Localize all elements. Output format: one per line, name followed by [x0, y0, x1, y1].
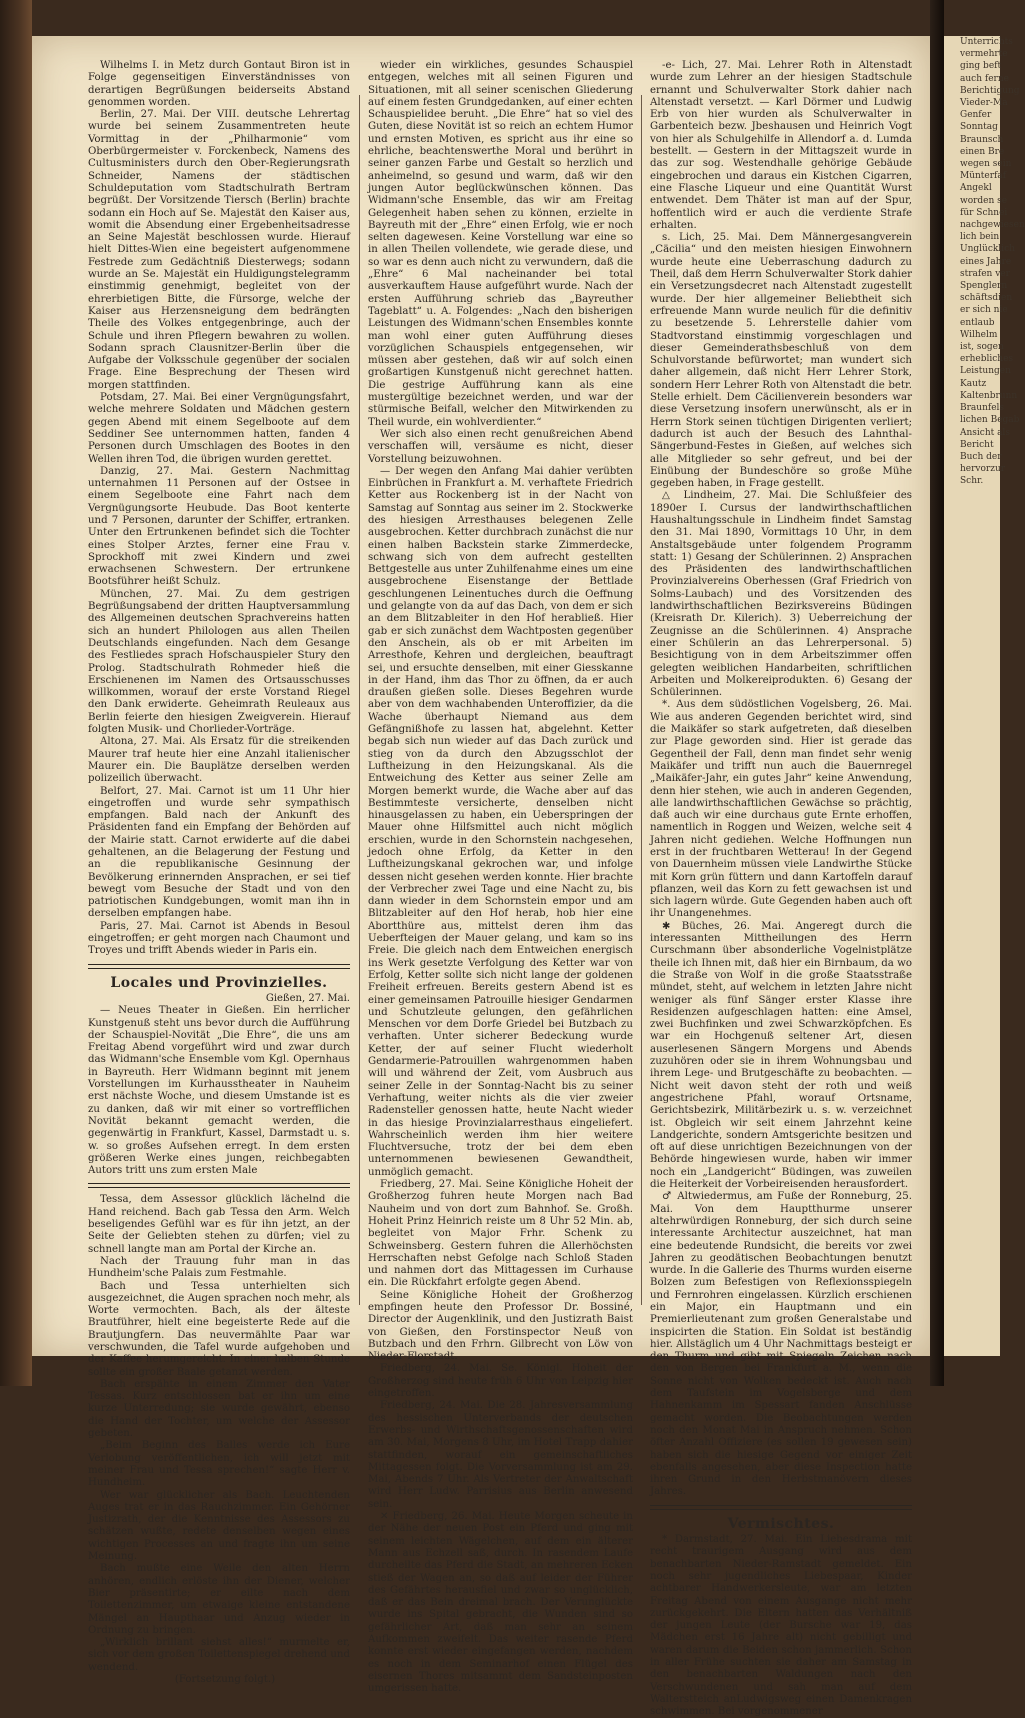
column-1 — [88, 60, 350, 1685]
next-page-line: schäftsdien — [960, 293, 1013, 304]
article-paragraph: *. Aus dem südöstlichen Vogelsberg, 26. Mai. Wie aus anderen Gegenden berichtet wird, sind die Maikäfer so stark aufgetreten, daß dieselben zur Plage geworden sind. Hier ist gerade das Gegentheil der Fall, denn man findet sehr wenig Maikäfer und trifft nun auch die Bauernregel „Maikäfer-Jahr, ein gutes Jahr“ keine Anwendung, denn hier stehen, wie auch in anderen Gegenden, alle landwirthschaftlichen Gewächse so prächtig, daß auch wir eine durchaus gute Ernte erhoffen, namentlich in Roggen und Weizen, welche seit 4 Jahren nicht gediehen. Welche Hoffnungen nun erst in der fruchtbaren Wetterau! In der Gegend von Dauernheim müssen viele Landwirthe Stücke mit Korn grün füttern und dann Kartoffeln darauf pflanzen, weil das Korn zu fett gewachsen ist und sich lagern würde. Gute Gegenden haben auch oft ihr Unangenehmes. — [650, 699, 912, 920]
feuilleton-rule — [88, 1183, 350, 1188]
section-rule-vermischtes — [650, 1505, 912, 1510]
column-rule-1 — [359, 95, 360, 1305]
article-paragraph: s. Lich, 25. Mai. Dem Männergesangverein „Cäcilia“ und den meisten hiesigen Einwohnern wurde heute eine Ueberraschung dadurch zu Theil, daß dem Herrn Schulverwalter Stork dahier ein Versetzungsdecret nach Altenstadt zugestellt wurde. Der hier allgemeiner Beliebtheit sich erfreuende Mann wurde neulich für die definitiv zu besetzende 5. Lehrerstelle dahier vom Stadtvorstand einstimmig vorgeschlagen und dieser Gemeinderathsbeschluß von dem Schulvorstande befürwortet; man wundert sich daher allgemein, daß nicht Herr Lehrer Stork, sondern Herr Lehrer Roth von Altenstadt die betr. Stelle erhielt. Dem Cäcilienverein besonders war diese Versetzung insofern unerwünscht, als er in Herrn Stork seinen tüchtigen Dirigenten verliert; dadurch ist auch der Besuch des Lahnthal-Sängerbund-Festes in Gießen, auf welches sich alle Mitglieder so sehr gefreut, und bei der Einübung der Bundeschöre so große Mühe gegeben haben, in Frage gestellt. — [650, 232, 912, 490]
next-page-line: entlaub — [960, 317, 995, 328]
article-paragraph: Wer sich also einen recht genußreichen Abend verschaffen will, versäume es nicht, dieser Vorstellung beizuwohnen. — [368, 428, 633, 465]
column-2 — [368, 60, 633, 1695]
next-page-line: ging beft — [960, 61, 1002, 72]
next-page-line: Bericht — [960, 439, 994, 450]
book-binding — [0, 0, 32, 1386]
next-page-line: Kaltenbrunn — [960, 390, 1018, 401]
next-page-line: Ansicht als — [960, 427, 1010, 438]
next-page-line: einen Bre — [960, 146, 1005, 157]
next-page-line: für Schnei — [960, 207, 1008, 218]
next-page-line: lichen Begab — [960, 415, 1020, 426]
article-paragraph: — Neues Theater in Gießen. Ein herrlicher Kunstgenuß steht uns bevor durch die Aufführung der Schauspiel-Novität „Die Ehre“, die uns am Freitag Abend vorgeführt wird und zwar durch das Widmann'sche Ensemble vom Kgl. Opernhaus in Bayreuth. Herr Widmann beginnt mit jenem Vorstellungen im Kurhausstheater in Nauheim erst nächste Woche, und diesem Umstande ist es zu danken, daß wir mit einer so vortrefflichen Novität bekannt gemacht werden, die gegenwärtig in Frankfurt, Kassel, Darmstadt u. s. w. so großes Aufsehen erregt. In dem ersten größeren Werke eines jungen, reichbegabten Autors tritt uns zum ersten Male — [88, 1005, 350, 1177]
article-paragraph: -e- Lich, 27. Mai. Lehrer Roth in Altenstadt wurde zum Lehrer an der hiesigen Stadtschule ernannt und Schulverwalter Stork dahier nach Altenstadt versetzt. — Karl Dörmer und Ludwig Erb von hier wurden als Schulverwalter in Garbenteich bezw. Jbeshausen und Heinrich Vogt von hier als Schulgehilfe in Allendorf a. d. Lumda bestellt. — Gestern in der Mittagszeit wurde in das zur sog. Westendhalle gehörige Gebäude eingebrochen und daraus ein Kistchen Cigarren, eine Flasche Liqueur und eine Quantität Wurst entwendet. Dem Thäter ist man auf der Spur, hoffentlich wird er auch die verdiente Strafe erhalten. — [650, 60, 912, 231]
article-paragraph: Seine Königliche Hoheit der Großherzog empfingen heute den Professor Dr. Bossiné, Director der Augenklinik, und den Justizrath Baist von Gießen, den Forstinspector Neuß von Butzbach und den Frhrn. Gilbrecht von Löw von Nieder-Florstadt. — [368, 1289, 633, 1363]
article-paragraph: Potsdam, 27. Mai. Bei einer Vergnügungsfahrt, welche mehrere Soldaten und Mädchen gestern gegen Abend mit einem Segelboote auf dem Seddiner See unternommen hatten, fanden 4 Personen durch Umschlagen des Bootes in den Wellen ihren Tod, die übrigen wurden gerettet. — [88, 392, 350, 465]
next-page-line: Braunfels — [960, 403, 1005, 414]
section-title-vermischtes: Vermischtes. — [727, 1515, 835, 1532]
column-3-articles — [650, 60, 912, 1499]
next-page-line: worden se — [960, 195, 1008, 206]
next-page-line: Braunsch — [960, 134, 1004, 145]
next-page-line: eines Jahre — [960, 256, 1012, 267]
next-page-line: nachgewiesen — [960, 220, 1025, 231]
page-gutter — [930, 0, 944, 1386]
article-paragraph: ✱ Büches, 26. Mai. Angeregt durch die interessanten Mittheilungen des Herrn Curschmann über absonderliche Vogelnistplätze theile ich Ihnen mit, daß hier ein Birnbaum, da wo die Straße von Wolf in die große Staatsstraße mündet, steht, auf welchem in letzten Jahre nicht weniger als fünf Sänger erster Klasse ihre Residenzen aufgeschlagen hatten: eine Amsel, zwei Buchfinken und zwei Schwarzköpfchen. Es war ein Hochgenuß seltener Art, diesen auserlesenen Sängern Morgens und Abends zuzuhören oder sie in ihrem Wohnungsbau und ihrem Lege- und Brutgeschäfte zu beobachten. — Nicht weit davon steht der roth und weiß angestrichene Pfahl, worauf Ortsname, Gerichtsbezirk, Militärbezirk u. s. w. verzeichnet ist. Obgleich wir seit einem Jahrzehnt keine Landgerichte, sondern Amtsgerichte besitzen und oft auf diese unrichtigen Bezeichnungen von der Behörde hingewiesen wurde, haben wir immer noch ein „Landgericht“ Büdingen, was zuweilen die Heiterkeit der Vorbeireisenden herausfordert. — [650, 920, 912, 1191]
next-page-line: Wilhelm — [960, 329, 998, 340]
article-paragraph: * Darmstadt, 27. Mai. Ein Liebesdrama mit recht traurigem Ausgang wird aus dem benachbarten Nieder-Ramstadt gemeldet. Ein noch sehr jugendliches Liebespaar, Kinder achtbarer Handwerkersleute, war am letzten Freitag Abend von einem Ausgange nicht mehr zurückgekehrt. Die Eltern hatten das Verhältniß der jungen Leute (der Bursche war 19, das Mädchen erst 16 Jahre alt) nicht gebilligt und waren darum die Beiden schon jammerlich. Schon in aller Frühe suchten sie daher am Samstag in den benachbarten Waldungen nach den Verschwundenen und sah man auf dem Walterstteich anLudwigsweg einen Damenkragen schwimmen. Bei vorgenommener — [650, 1534, 912, 1718]
next-page-line: ist, sogen — [960, 342, 1004, 353]
article-paragraph: Wilhelms I. in Metz durch Gontaut Biron ist in Folge gegenseitigen Einverständnisses von derartigen Begrüßungen beiderseits Abstand genommen worden. — [88, 60, 350, 108]
next-page-line: strafen ver — [960, 268, 1010, 279]
story-paragraph: Bach erspähte in einem Zimmer den Vater Tessas. Kurz entschlossen bat er ihn um eine kurze Unterredung; sie wurde gewährt, ebenso die Hand der Tochter, um welche der Assessor gebeten. — [88, 1378, 350, 1440]
article-paragraph: △ Lindheim, 27. Mai. Die Schlußfeier des 1890er I. Cursus der landwirthschaftlichen Haushaltungsschule in Lindheim findet Samstag den 31. Mai 1890, Vormittags 10 Uhr, in dem Anstaltsgebäude unter folgendem Programm statt: 1) Gesang der Schülerinnen. 2) Ansprachen des Präsidenten des landwirthschaftlichen Provinzialvereins Oberhessen (Graf Friedrich von Solms-Laubach) und des Vorsitzenden des landwirthschaftlichen Bezirksvereins Büdingen (Kreisrath Dr. Kilerich). 3) Ueberreichung der Zeugnisse an die Schülerinnen. 4) Ansprache einer Schülerin an das Lehrerpersonal. 5) Besichtigung von in dem Arbeitszimmer offen gelegten weiblichen Handarbeiten, schriftlichen Arbeiten und Molkereiprodukten. 6) Gesang der Schülerinnen. — [650, 490, 912, 699]
next-page-line: Spenglern — [960, 281, 1008, 292]
next-page-line: auch ferne — [960, 73, 1009, 84]
article-paragraph: Berlin, 27. Mai. Der VIII. deutsche Lehrertag wurde bei seinem Zusammentreten heute Vormittag in der „Philharmonie“ vom Oberbürgermeister v. Forckenbeck, Namens des Cultusministers durch den Ober-Regierungsrath Schneider, Namens der städtischen Schuldeputation vom Stadtschulrath Bertram begrüßt. Der Vorsitzende Tiersch (Berlin) brachte sodann ein Hoch auf Se. Majestät den Kaiser aus, womit die Absendung einer Ergebenheitsadresse an Seine Majestät beschlossen wurde. Hierauf hielt Dittes-Wien eine begeistert aufgenommene Festrede zum Gedächtniß Diesterwegs; sodann wurde an Se. Majestät ein Huldigungstelegramm einstimmig genehmigt, begleitet von der ehrerbietigen Bitte, die Fürsorge, welche der Kaiser aus Herzensneigung dem bedrängten Theile des Volkes entgegenbringe, auch der Schule und ihren Pflegern bewahren zu wollen. Sodann sprach Clausnitzer-Berlin über die Aufgabe der Volksschule gegenüber der socialen Frage. Eine Besprechung der Thesen wird morgen stattfinden. — [88, 109, 350, 391]
column-1-articles — [88, 60, 350, 958]
next-page-line: erhebliches — [960, 354, 1014, 365]
article-paragraph: ♂ Altwiedermus, am Fuße der Ronneburg, 25. Mai. Von dem Hauptthurme unserer altehrwürdigen Ronneburg, der sich durch seine interessante Architectur auszeichnet, hat man eine bedeutende Rundsicht, die bereits vor zwei Jahren zu geodätischen Beobachtungen benutzt wurde. In die Gallerie des Thurms wurden eiserne Bolzen zum Befestigen von Reflexionsspiegeln und Fernrohren eingelassen. Kürzlich erschienen ein Major, ein Hauptmann und ein Premierlieutenant zum großen Generalstabe und inspicirten die Station. Ein Soldat ist beständig hier. Allstäglich um 4 Uhr Nachmittags besteigt er den Thurm und gibt mit Spiegeln Zeichen nach den von Bergen bei Frankfurt a. M., wenn die Sonne nicht von Wolken bedeckt ist. Auch nach dem Taufstein im Vogelsberge und dem Hahnenkamm im Spessart fanden Anschlüsse gemacht worden. Die Beobachtungen werden noch den Monat Mai in Anspruch nehmen. Schon öfter Anzahl Offiziere (es sollen 19 gewesen sein) haben sich die hiesige Gegend vor einiger Zeit ebenfalls angesehen, aber diese Inspection hatte ihren Grund in den Herbstmanövern dieses Jahres. — [650, 1191, 912, 1498]
next-page-line: Münterfaf — [960, 171, 1007, 182]
next-page-line: Unterrichts — [960, 37, 1013, 47]
article-paragraph: — Der wegen den Anfang Mai dahier verübten Einbrüchen in Frankfurt a. M. verhaftete Friedrich Ketter aus Rockenberg ist in der Nacht von Samstag auf Sonntag aus seiner im 2. Stockwerke des hiesigen Arresthauses belegenen Zelle ausgebrochen. Ketter durchbrach zunächst die nur einen halben Backstein starke Zimmerdecke, schwang sich von dem aufrecht gestellten Bettgestelle aus unter Zuhilfenahme eines um eine ausgebrochene Eisenstange der Bettlade geschlungenen Leinentuches durch die Oeffnung und gelangte von da auf das Dach, von dem er sich an dem Blitzableiter in den Hof herabließ. Hier gab er sich zunächst dem Wachtposten gegenüber den Anschein, als ob er mit Arbeiten im Arresthofe, Kehren und dergleichen, beauftragt sei, und ersuchte denselben, mit einer Giesskanne in der Hand, ihm das Thor zu öffnen, da er auch draußen gießen solle. Dieses Begehren wurde aber von dem wachhabenden Unteroffizier, da die Wache überhaupt Niemand aus dem Gefängnißhofe zu lassen hat, abgelehnt. Ketter begab sich nun wieder auf das Dach zurück und stieg von da durch den Abzugsschlot der Luftheizung in den Heizungskanal. Als die Entweichung des Ketter aus seiner Zelle am Morgen bemerkt wurde, die Wache aber auf das Bestimmteste versicherte, denselben nicht hinausgelassen zu haben, ein Ueberspringen der Mauer ohne Hilfsmittel auch nicht möglich erschien, wurde in den Schornstein nachgesehen, jedoch ohne Erfolg, da Ketter in den Luftheizungskanal gekrochen war, und infolge dessen nicht gesehen werden konnte. Hier brachte der Verbrecher zwei Tage und eine Nacht zu, bis dann wieder in dem Schornstein empor und am Blitzableiter auf den Hof herab, hob hier eine Abortthüre aus, mittelst deren ihm das Ueberfteigen der Mauer gelang, und kam so ins Freie. Die gleich nach dem Entweichen energisch ins Werk gesetzte Verfolgung des Ketter war von Erfolg, Ketter sollte sich nicht lange der goldenen Freiheit erfreuen. Bereits gestern Abend ist es einer gemeinsamen Patrouille hiesiger Gendarmen und Schutzleute gelungen, den gefährlichen Menschen vor dem Dorfe Griedel bei Butzbach zu verhaften. Unter sicherer Bedeckung wurde Ketter, der auf seiner Flucht wiederholt Gendarmerie-Patrouillen wahrgenommen haben will und während der Zeit, vom Ausbruch aus seiner Zelle in der Sonntag-Nacht bis zu seiner Verhaftung, weiter nichts als die vier zweier Radensteller genossen hatte, heute Nacht wieder in das hiesige Provinzialarresthaus eingeliefert. Wahrscheinlich werden ihm hier weitere Fluchtversuche, trotz der bei dem eben unternommenen bewiesenen Gewandtheit, unmöglich gemacht. — [368, 465, 633, 1178]
story-paragraph: „Beim Beginn des Balles werde ich Eure Verlobung veröffentlichen, ich will jetzt mit meiner Frau und Tessa sprechen!“ sagte Herr v. Hundheim. — [88, 1440, 350, 1489]
next-page-line: hervorzur — [960, 464, 1006, 475]
continued-note: (Fortsetzung folgt.) — [174, 1674, 276, 1685]
next-page-line: Berichtigung — [960, 85, 1020, 96]
article-paragraph: Friedberg, 24. Mai. Die 28. Jahresversammlung des hessischen Unterverbands der deutschen Erwerbs- und Wirthschaftsgenossenschaften wird am 30. Mai, Morgens 8 Uhr, im Hotel Trapp dahier stattfinden, worauf ein gemeinschaftliches Mittagessen folgt. Die Vorversammlung ist am 29. Mai, Abends 7 Uhr. Als Vertreter der Anwaltschaft wird Herr Ludw. Parrisius aus Berlin anwesend sein. — [368, 1400, 633, 1510]
next-page-line: Angekl — [960, 183, 992, 194]
next-page-line: Kautz — [960, 378, 987, 389]
column-rule-2 — [641, 95, 642, 1305]
story-paragraph: Nach der Trauung fuhr man in das Hundheim'sche Palais zum Festmahle. — [88, 1255, 350, 1280]
next-page-line: Sonntag — [960, 122, 998, 133]
next-page-fragments — [944, 36, 1025, 488]
article-paragraph: Friedberg, 27. Mai. Seine Königliche Hoheit der Großherzog fuhren heute Morgen nach Bad Nauheim und von dort zum Bahnhof. Se. Großh. Hoheit Prinz Heinrich reiste um 8 Uhr 52 Min. ab, begleitet von Major Frhr. Schenk zu Schweinsberg. Gestern fuhren die Allerhöchsten Herrschaften nebst Gefolge nach Schloß Staden und nahmen dort das Mittagessen im Curhause ein. Die Rückfahrt erfolgte gegen Abend. — [368, 1179, 633, 1289]
next-page-line: vermehrte — [960, 49, 1008, 60]
story-paragraph: Tessa, dem Assessor glücklich lächelnd die Hand reichend. Bach gab Tessa den Arm. Welch beseligendes Gefühl war es für ihn jetzt, an der Seite der Geliebten stehen zu dürfen; viel zu schnell langte man am Portal der Kirche an. — [88, 1194, 350, 1255]
column-3 — [650, 60, 912, 1718]
article-paragraph: Paris, 27. Mai. Carnot ist Abends in Besoul eingetroffen; er geht morgen nach Chaumont und Troyes und trifft Abends wieder in Paris ein. — [88, 920, 350, 957]
next-page-edge — [944, 36, 1025, 1356]
section-rule — [88, 964, 350, 969]
next-page-line: er sich nie — [960, 305, 1008, 316]
next-page-line: wegen sein — [960, 159, 1012, 170]
vermischtes-articles — [650, 1534, 912, 1718]
article-paragraph: Friedberg, 24. Mai. Se. Königl. Hoheit der Großherzog sind heute früh 6 Uhr von Leipzig hier eingetroffen. — [368, 1363, 633, 1400]
next-page-line: Leistungen — [960, 366, 1011, 377]
column-2-articles — [368, 60, 633, 1695]
next-page-line: Schr. — [960, 476, 984, 487]
next-page-line: Unglücklich — [960, 244, 1015, 255]
section-dateline: Gießen, 27. Mai. — [265, 992, 350, 1004]
story-paragraph: Bach und Tessa unterhielten sich ausgezeichnet, die Augen sprachen noch mehr, als Worte vermochten. Bach, als der älteste Brautführer, hielt eine begeisterte Rede auf die Brautjungfern. Das neuvermählte Paar war verschwunden, die Tafel wurde aufgehoben und der Kaffee herumgereicht. In einer halben Stunde sollte ein großer Baale getanzt werden. — [88, 1280, 350, 1378]
article-paragraph: wieder ein wirkliches, gesundes Schauspiel entgegen, welches mit all seinen Figuren und Situationen, mit all seiner scenischen Gliederung auf einem festen Grundgedanken, auf einer echten Schauspielidee beruht. „Die Ehre“ hat so viel des Guten, diese Novität ist so reich an echtem Humor und ernsten Motiven, es spricht aus ihr eine so ehrliche, beachtenswerthe Moral und berührt in seiner ganzen Farbe und Gestalt so herzlich und anheimelnd, so gesund und warm, daß wir den jungen Autor beglückwünschen können. Das Widmann'sche Ensemble, das wir am Freitag Gelegenheit haben sehen zu können, erzielte in Bayreuth mit der „Ehre“ einen Erfolg, wie er noch selten dagewesen. Keine Vorstellung war eine so in allen Theilen vollendete, wie gerade diese, und so war es denn auch nicht zu verwundern, daß die „Ehre“ 6 Mal nacheinander bei total ausverkauftem Hause aufgeführt wurde. Nach der ersten Aufführung schrieb das „Bayreuther Tageblatt“ u. A. Folgendes: „Nach den bisherigen Leistungen des Widmann'schen Ensembles konnte man wohl einer guten Aufführung dieses vorzüglichen Schauspiels entgegensehen, wir müssen aber gestehen, daß wir auf solch einen großartigen Kunstgenuß nicht gerechnet hatten. Die gestrige Aufführung kann als eine mustergültige bezeichnet werden, und war der stürmische Beifall, welcher den Mitwirkenden zu Theil wurde, ein wohlverdienter.“ — [368, 60, 633, 428]
next-page-line: lich bein — [960, 232, 1000, 243]
column-1-local-news — [88, 1005, 350, 1177]
next-page-line: Vieder-Ma — [960, 98, 1008, 109]
story-paragraph: „Wirklich brillant siehst alles!“ murmelte er, sich vor dem großen Toilettenspiegel drehend und wendend. — [88, 1637, 350, 1673]
next-page-line: Genfer — [960, 110, 992, 121]
next-page-line: Buch der — [960, 451, 1002, 462]
article-paragraph: Danzig, 27. Mai. Gestern Nachmittag unternahmen 11 Personen auf der Ostsee in einem Segelboote eine Fahrt nach dem Vergnügungsorte Heubude. Das Boot kenterte und 7 Personen, darunter der Schiffer, ertranken. Unter den Ertrunkenen befindet sich die Tochter eines Stolper Arztes, ferner eine Frau v. Sprockhoff mit zwei Kindern und zwei erwachsenen Schwestern. Der ertrunkene Bootsführer heißt Schulz. — [88, 465, 350, 588]
story-paragraph: Wer war glücklicher als Bach. Leuchtenden Auges trat er in das Rauchzimmer. Ein Gehörner Justizrath, der die Kenntnisse des Assessors zu schätzen wußte, redete denselben wegen eines wichtigen Processes an und fragte ihn um seine Meinung. — [88, 1489, 350, 1563]
story-paragraph: Bach mußte eine Weile den alten Herrn anhören, endlich erlöste ihn der Diener, welcher Bier präsentirte; er eilte nach dem Toilettenzimmer, um etwaige kleine entstandene Mängel an Haupthaar und Anzug wieder in Ordnung zu bringen. — [88, 1563, 350, 1636]
article-paragraph: Altona, 27. Mai. Als Ersatz für die streikenden Maurer traf heute hier eine Anzahl italienischer Maurer ein. Die Bauplätze derselben werden polizeilich überwacht. — [88, 736, 350, 785]
feuilleton-story — [88, 1194, 350, 1674]
article-paragraph: München, 27. Mai. Zu dem gestrigen Begrüßungsabend der dritten Hauptversammlung des Allgemeinen deutschen Sprachvereins hatten sich an hundert Philologen aus allen Theilen Deutschlands eingefunden. Nach dem Gesange des Festliedes sprach Hofschauspieler Stury den Prolog. Stadtschulrath Rohmeder hieß die Erschienenen im Namen des Ortsausschusses willkommen, worauf der erste Vorstand Riegel den Dank erwiderte. Geheimrath Reuleaux aus Berlin feierte den hiesigen Zweigverein. Hierauf folgten Musik- und Chorlieder-Vorträge. — [88, 588, 350, 736]
section-title-locales: Locales und Provinzielles. — [110, 974, 328, 991]
article-paragraph: ✕ Friedberg, 26. Mai. Heute Morgen scheute in der Nähe der neuen Post ein Pferd und ging mit seinem leichten Wägelchen, auf dem ein älterer Mann aus Echzell saß, durch. In rasendem Laufe durcheilte das Pferd die Stadt, an mehreren Ecken stieß der Wagen an, so daß auf leider der Führer des Gefährtes herausfiel und zwar so unglücklich, daß er das Bein dreimal brach. Der Verunglückte wurde ins Spital gebracht, die Wunden sind so gefährlicher Art, daß man sehr an seinem Aufkommen zweifelt. Das weiter rasende Pferd konnte erst wieder eingefangen werden, nachdem es noch in dem Seminarhof einen Flügel des eisernen Thores mitsammt dem Sandsteinposten umgerissen hatte. — [368, 1511, 633, 1695]
article-paragraph: Belfort, 27. Mai. Carnot ist um 11 Uhr hier eingetroffen und wurde sehr sympathisch empfangen. Bald nach der Ankunft des Präsidenten fand ein Empfang der Behörden auf der Mairie statt. Carnot erwiderte auf die dabei gehaltenen, an die Belagerung der Festung und an die republikanische Gesinnung der Bevölkerung erinnernden Ansprachen, er sei tief bewegt vom Besuche der Stadt und von den patriotischen Kundgebungen, womit man ihn in derselben empfangen habe. — [88, 785, 350, 920]
